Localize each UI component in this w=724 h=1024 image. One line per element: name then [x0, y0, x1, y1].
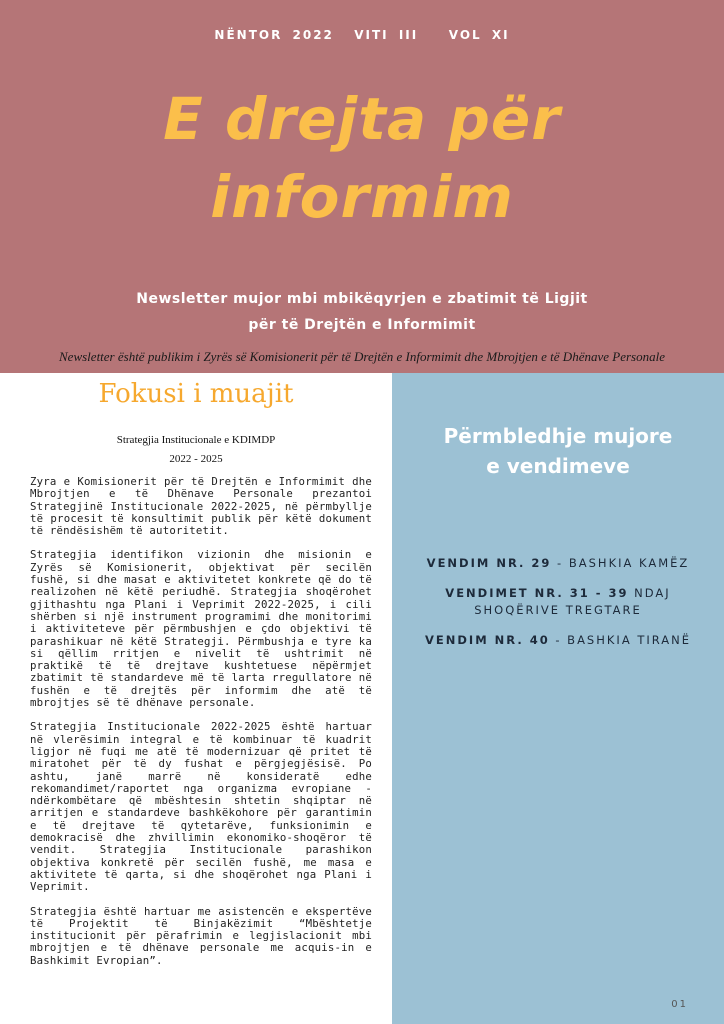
decision-number: VENDIM NR. 29	[426, 556, 552, 570]
summary-title-line-1: Përmbledhje mujore	[443, 424, 673, 448]
paragraph: Strategjia është hartuar me asistencën e ekspertëve të Projektit të Binjakëzimit “Mbështetje institucionit për përafrimin e legjislacionit mbi mbrojtjen e të dhënave personale me acquis-in e Bashkimit Evropian”.	[30, 904, 372, 967]
strategy-heading-line-1: Strategjia Institucionale e KDIMDP	[116, 434, 276, 446]
title-line-1: E drejta për	[163, 85, 561, 153]
decision-subject: NDAJ SHOQËRIVE TREGTARE	[474, 586, 671, 617]
paragraph: Strategjia Institucionale 2022-2025 është hartuar në vlerësimin integral e të kombinuar të kuadrit ligjor në fuqi me atë të modernizuar që pritet të miratohet për të dy fushat e përgjegjësisë. Po ashtu, janë marrë në konsideratë edhe rekomandimet/raportet nga organizma evropiane - ndërkombëtare që mbështesin shtetin shqiptar në arritjen e standardeve bashkëkohore për garantimin e të drejtave të qytetarëve, funksionimin e demokracisë dhe zhvillimin ekonomiko-shoqëror të vendit. Strategjia Institucionale parashikon objektiva konkretë për secilën fushë, me masa e aktivitete të qarta, si dhe shoqërohet nga Plani i Veprimit.	[30, 720, 372, 894]
newsletter-subtitle	[60, 286, 664, 338]
strategy-heading	[0, 431, 392, 469]
paragraph: Strategjia identifikon vizionin dhe misionin e Zyrës së Komisionerit, objektivat për secilën fushë, si dhe masat e aktivitetet konkrete që do të realizohen në këtë periudhë. Strategjia shoqërohet gjithashtu nga Plani i Veprimit 2022-2025, i cili shërben si një instrument programimi dhe monitorimi i aktiviteteve për përmbushjen e çdo objektivi të parashikuar në këtë Strategji. Përmbushja e tyre ka si qëllim rritjen e nivelit të ushtrimit në praktikë të të drejtave kushtetuese nëpërmjet zbatimit të standardeve më të larta rregullatore në fushën e të drejtës për informim dhe atë të mbrojtjes së të dhënave personale.	[30, 548, 372, 710]
issue-info: NËNTOR 2022 VITI III VOL XI	[214, 28, 510, 42]
strategy-heading-line-2: 2022 - 2025	[169, 453, 223, 465]
subtitle-line-1: Newsletter mujor mbi mbikëqyrjen e zbatimit të Ligjit	[136, 291, 588, 307]
summary-title-line-2: e vendimeve	[486, 454, 630, 478]
publisher-note: Newsletter është publikim i Zyrës së Komisionerit për të Drejtën e Informimit dhe Mbrojtjen e të Dhënave Personale	[59, 349, 665, 364]
title-line-2: informim	[210, 163, 514, 231]
decision-subject: - BASHKIA TIRANË	[549, 633, 692, 647]
decision-item	[412, 555, 704, 572]
decision-number: VENDIM NR. 40	[424, 633, 550, 647]
focus-title: Fokusi i muajit	[98, 379, 294, 409]
summary-title	[392, 421, 724, 481]
subtitle-line-2: për të Drejtën e Informimit	[248, 317, 476, 333]
paragraph: Zyra e Komisionerit për të Drejtën e Informimit dhe Mbrojtjen e të Dhënave Personale prezantoi Strategjinë Institucionale 2022-2025, në përmbyllje të procesit të konsultimit publik për këtë dokument të rëndësishëm të autoritetit.	[30, 475, 372, 538]
page-number: 01	[671, 999, 688, 1010]
decision-subject: - BASHKIA KAMËZ	[551, 556, 690, 570]
article-body	[30, 476, 372, 979]
newsletter-title	[0, 80, 724, 236]
focus-section	[0, 373, 392, 1024]
decision-list	[412, 555, 704, 662]
decision-item	[412, 585, 704, 619]
header-banner	[0, 0, 724, 373]
decision-number: VENDIMET NR. 31 - 39	[445, 586, 629, 600]
decision-item	[412, 632, 704, 649]
summary-panel	[392, 373, 724, 1024]
